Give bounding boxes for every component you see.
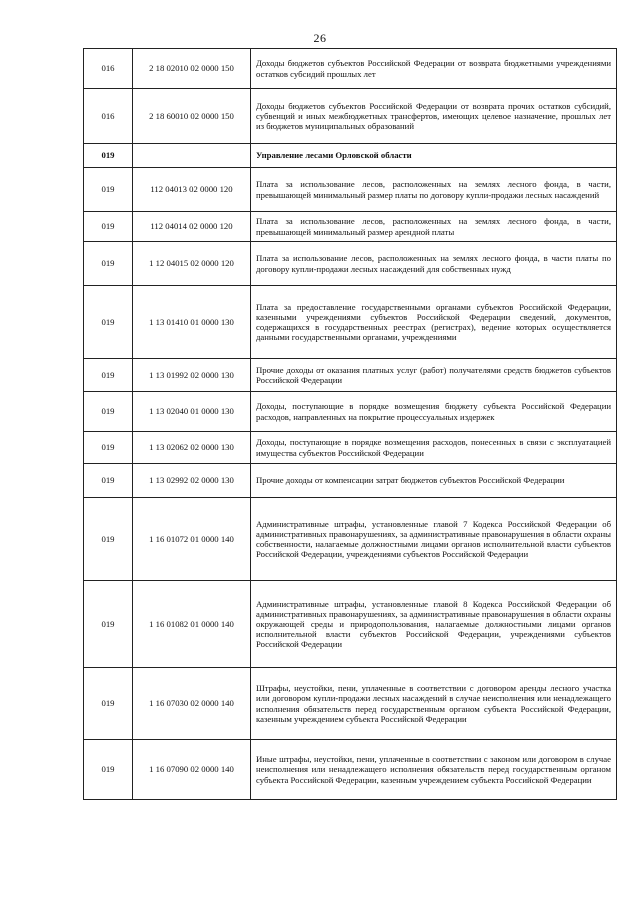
table-row [84, 464, 617, 498]
budget-code-cell [133, 144, 251, 168]
revenue-description-cell: Административные штрафы, установленные главой 8 Кодекса Российской Федерации об административных правонарушениях, за административные правонарушения в области охраны окружающей среды и природопользования, налагаемые должностными лицами органов исполнительной власти субъектов Российской Федерации, учреждениями субъектов Российской Федерации [251, 581, 617, 668]
budget-code-cell: 1 13 02062 02 0000 130 [133, 432, 251, 464]
revenue-description-cell: Прочие доходы от оказания платных услуг (работ) получателями средств бюджетов субъектов Российской Федерации [251, 359, 617, 392]
admin-code-cell: 016 [84, 49, 133, 89]
table-row [84, 89, 617, 144]
table-row [84, 242, 617, 286]
table-row [84, 498, 617, 581]
table-row-department [84, 144, 617, 168]
budget-code-cell: 2 18 02010 02 0000 150 [133, 49, 251, 89]
revenue-description-cell: Доходы бюджетов субъектов Российской Федерации от возврата бюджетными учреждениями остатков субсидий прошлых лет [251, 49, 617, 89]
table-row [84, 581, 617, 668]
admin-code-cell: 016 [84, 89, 133, 144]
table-row [84, 668, 617, 740]
admin-code-cell: 019 [84, 392, 133, 432]
admin-code-cell: 019 [84, 581, 133, 668]
table-row [84, 392, 617, 432]
revenue-description-cell: Плата за использование лесов, расположенных на землях лесного фонда, в части, превышающей минимальный размер платы по договору купли-продажи лесных насаждений [251, 168, 617, 212]
revenue-description-cell: Иные штрафы, неустойки, пени, уплаченные в соответствии с законом или договором в случае неисполнения или ненадлежащего исполнения обязательств перед государственным органом субъекта Российской Федерации, казенным учреждением субъекта Российской Федерации [251, 740, 617, 800]
revenue-description-cell: Плата за использование лесов, расположенных на землях лесного фонда, в части платы по договору купли-продажи лесных насаждений для собственных нужд [251, 242, 617, 286]
budget-code-cell: 1 16 01082 01 0000 140 [133, 581, 251, 668]
page-number: 26 [313, 31, 327, 45]
budget-code-cell: 1 16 07090 02 0000 140 [133, 740, 251, 800]
admin-code-cell: 019 [84, 242, 133, 286]
admin-code-cell: 019 [84, 212, 133, 242]
budget-code-cell: 112 04014 02 0000 120 [133, 212, 251, 242]
budget-code-cell: 1 13 01992 02 0000 130 [133, 359, 251, 392]
department-title-cell: Управление лесами Орловской области [251, 144, 617, 168]
table-row [84, 168, 617, 212]
budget-code-cell: 1 16 07030 02 0000 140 [133, 668, 251, 740]
budget-code-cell: 1 13 02992 02 0000 130 [133, 464, 251, 498]
admin-code-cell: 019 [84, 668, 133, 740]
admin-code-cell: 019 [84, 498, 133, 581]
budget-code-cell: 2 18 60010 02 0000 150 [133, 89, 251, 144]
table-row [84, 286, 617, 359]
revenue-description-cell: Административные штрафы, установленные главой 7 Кодекса Российской Федерации об административных правонарушениях, за административные правонарушения в области охраны собственности, налагаемые должностными лицами органов исполнительной власти субъектов Российской Федерации, учреждениями субъектов Российской Федерации [251, 498, 617, 581]
revenue-description-cell: Штрафы, неустойки, пени, уплаченные в соответствии с договором аренды лесного участка или договором купли-продажи лесных насаждений в случае неисполнения или ненадлежащего исполнения обязательств перед государственным органом субъекта Российской Федерации, казенным учреждением субъекта Российской Федерации [251, 668, 617, 740]
admin-code-cell: 019 [84, 168, 133, 212]
table-row [84, 212, 617, 242]
admin-code-cell: 019 [84, 144, 133, 168]
revenue-description-cell: Доходы бюджетов субъектов Российской Федерации от возврата прочих остатков субсидий, субвенций и иных межбюджетных трансфертов, имеющих целевое назначение, прошлых лет из бюджетов муниципальных образований [251, 89, 617, 144]
budget-code-cell: 1 16 01072 01 0000 140 [133, 498, 251, 581]
budget-code-cell: 1 13 02040 01 0000 130 [133, 392, 251, 432]
revenue-description-cell: Плата за предоставление государственными органами субъектов Российской Федерации, казенными учреждениями субъектов Российской Федерации сведений, документов, содержащихся в государственных реестрах (регистрах), ведение которых осуществляется данными государственными органами, учреждениями [251, 286, 617, 359]
admin-code-cell: 019 [84, 464, 133, 498]
admin-code-cell: 019 [84, 359, 133, 392]
budget-code-cell: 1 13 01410 01 0000 130 [133, 286, 251, 359]
revenue-description-cell: Доходы, поступающие в порядке возмещения бюджету субъекта Российской Федерации расходов, направленных на покрытие процессуальных издержек [251, 392, 617, 432]
table-row [84, 49, 617, 89]
table-row [84, 432, 617, 464]
admin-code-cell: 019 [84, 740, 133, 800]
budget-code-cell: 1 12 04015 02 0000 120 [133, 242, 251, 286]
revenue-codes-table [83, 48, 617, 800]
budget-code-cell: 112 04013 02 0000 120 [133, 168, 251, 212]
table-row [84, 359, 617, 392]
admin-code-cell: 019 [84, 286, 133, 359]
table-row [84, 740, 617, 800]
revenue-description-cell: Прочие доходы от компенсации затрат бюджетов субъектов Российской Федерации [251, 464, 617, 498]
revenue-description-cell: Плата за использование лесов, расположенных на землях лесного фонда, в части, превышающей минимальный размер арендной платы [251, 212, 617, 242]
admin-code-cell: 019 [84, 432, 133, 464]
revenue-description-cell: Доходы, поступающие в порядке возмещения расходов, понесенных в связи с эксплуатацией имущества субъектов Российской Федерации [251, 432, 617, 464]
